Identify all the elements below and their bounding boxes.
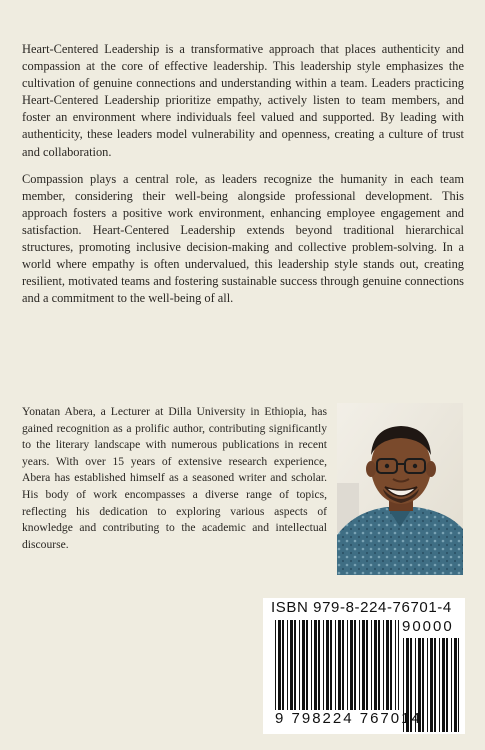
isbn-barcode: [263, 598, 465, 734]
isbn-text: ISBN 979-8-224-76701-4: [271, 599, 452, 616]
blurb-paragraph-2: Compassion plays a central role, as leaders recognize the humanity in each team member, considering their well-being alongside professional development. This approach fosters a positive work environment, enhancing employee engagement and satisfaction. Heart-Centered Leadership extends beyond traditional hierarchical structures, promoting inclusive decision-making and collective problem-solving. In a world where empathy is often undervalued, this leadership style stands out, creating resilient, motivated teams and fostering sustainable success through genuine connections and a commitment to the well-being of all.: [22, 171, 464, 306]
blurb-paragraph-1: Heart-Centered Leadership is a transformative approach that places authenticity and compassion at the core of effective leadership. This leadership style emphasizes the cultivation of genuine connections and understanding within a team. Leaders practicing Heart-Centered Leadership prioritize empathy, actively listen to team members, and foster an environment where individuals feel valued and supported. By leading with authenticity, these leaders model vulnerability and openness, creating a culture of trust and collaboration.: [22, 42, 464, 159]
author-bio-text: Yonatan Abera, a Lecturer at Dilla University in Ethiopia, has gained recognition as a prolific author, contributing significantly to the literary landscape with numerous publications in recent years. With over 15 years of extensive research experience, Abera has established himself as a seasoned writer and scholar. His body of work encompasses a diverse range of topics, reflecting his dedication to exploring various aspects of knowledge and contributing to the academic and intellectual discourse.: [22, 405, 327, 551]
author-photo: [337, 403, 463, 575]
author-bio: [22, 404, 327, 553]
ean-digits: 9 798224 767014: [275, 710, 422, 727]
addon-digits: 90000: [402, 618, 454, 635]
author-portrait-image: [337, 403, 463, 575]
back-cover-blurb: [22, 41, 464, 317]
